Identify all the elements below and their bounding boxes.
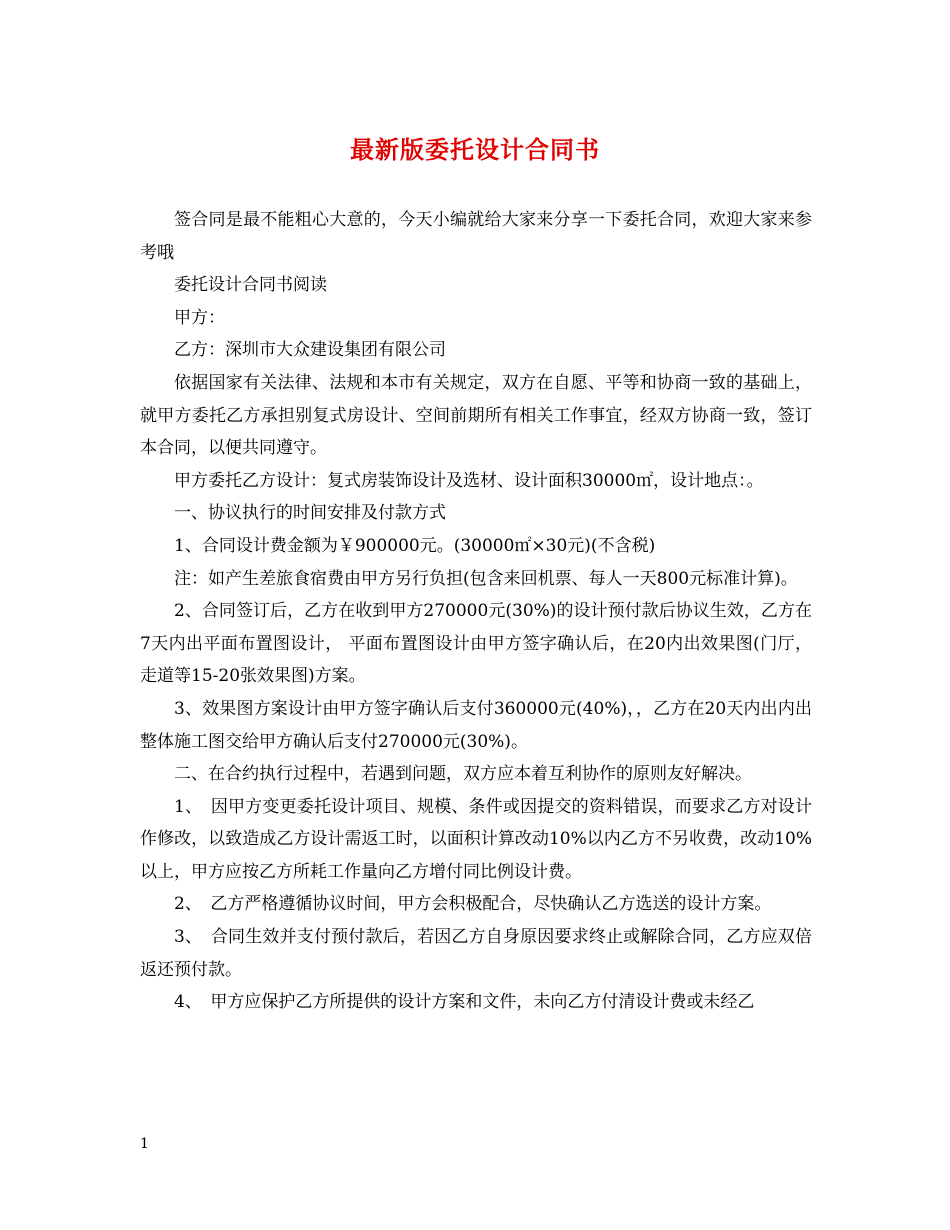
clause-note: 注：如产生差旅食宿费由甲方另行负担(包含来回机票、每人一天800元标准计算)。 <box>174 568 798 589</box>
document-body <box>140 204 812 1019</box>
clause-2-3: 3、 合同生效并支付预付款后，若因乙方自身原因要求终止或解除合同，乙方应双倍返还预付款。 <box>140 927 812 980</box>
section-heading-2: 二、在合约执行过程中，若遇到问题，双方应本着互利协作的原则友好解决。 <box>174 764 752 785</box>
party-b-line: 乙方：深圳市大众建设集团有限公司 <box>174 340 446 361</box>
paragraph-heading: 委托设计合同书阅读 <box>174 275 327 296</box>
paragraph-preamble: 依据国家有关法律、法规和本市有关规定，双方在自愿、平等和协商一致的基础上，就甲方委托乙方承担别复式房设计、空间前期所有相关工作事宜，经双方协商一致，签订本合同，以便共同遵守。 <box>140 372 812 459</box>
clause-1-1: 1、合同设计费金额为￥900000元。(30000㎡×30元)(不含税) <box>174 535 656 556</box>
clause-2-2: 2、 乙方严格遵循协议时间，甲方会积极配合，尽快确认乙方选送的设计方案。 <box>174 894 772 915</box>
section-heading-1: 一、协议执行的时间安排及付款方式 <box>174 503 446 524</box>
party-a-line: 甲方： <box>174 307 225 328</box>
paragraph-intro: 签合同是最不能粗心大意的，今天小编就给大家来分享一下委托合同，欢迎大家来参考哦 <box>140 210 812 263</box>
clause-1-3: 3、效果图方案设计由甲方签字确认后支付360000元(40%)，，乙方在20天内出内出整体施工图交给甲方确认后支付270000元(30%)。 <box>140 698 812 752</box>
clause-2-4: 4、 甲方应保护乙方所提供的设计方案和文件，未向乙方付清设计费或未经乙 <box>174 992 755 1013</box>
clause-2-1: 1、 因甲方变更委托设计项目、规模、条件或因提交的资料错误，而要求乙方对设计作修改，以致造成乙方设计需返工时，以面积计算改动10%以内乙方不另收费，改动10%以上，甲方应按乙方所耗工作量向乙方增付同比例设计费。 <box>140 796 812 882</box>
document-title: 最新版委托设计合同书 <box>350 135 600 164</box>
paragraph-scope: 甲方委托乙方设计：复式房装饰设计及选材、设计面积30000㎡，设计地点：。 <box>174 470 764 491</box>
page-number: 1 <box>140 1136 149 1152</box>
clause-1-2: 2、合同签订后，乙方在收到甲方270000元(30%)的设计预付款后协议生效，乙方在7天内出平面布置图设计， 平面布置图设计由甲方签字确认后，在20内出效果图(门厅，走道等15-20张效果图)方案。 <box>140 601 812 687</box>
